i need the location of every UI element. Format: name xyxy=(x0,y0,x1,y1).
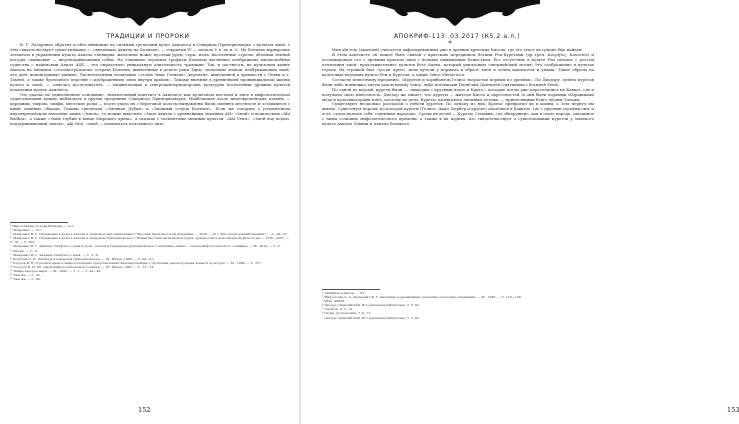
footnote: ⁷ Лазаренко В. Г. Анахиль Скифского змея. — С. 5—6. xyxy=(10,252,99,257)
left-paragraph: Это далеко не единственное основание. Значительный контекст в Ахиллесе как культовом местном и змее в мифологическом существовании можно наблюдать в других преданиях Северного Причерноморья. Наибольшая часть индоевропейских племён — дардании, тавроы, скифы, меотские роды — после ухода их с береговой полосы вынуждены были сменить местность и оставшиеся с ними змеиные обычаи. Таковы греческая «Змеиная Дубки» и «Змеиный остров Белизне». Если же говорить о религиозном индоевропейском значении таких «Змеев», то можно выделить «Змея Ахилла с древнейшим змеиным АН» «Змей» и ведическим «Ahi Budhni», а также «Змей глубин в венце Мирового древа», в сказках с элементами змеиных культов: «Ahi Vrtra», «Змей под водою, поддерживающий землю»; Ahi Vala, «змей — похититель подземного дня». xyxy=(10,91,290,127)
right-paragraph: Имя ahi-roiu (Ахиллей) считается хафисированным уже в древних критских Кносах, где его текст на грядке был найден. xyxy=(332,47,583,52)
footnote: ⁴ Лазаренко В. Г. Отражение в культе Ахилла в Северном Причерноморье // Новый Вестник Античной истории, древностей и классической филологии. — СПб., 2015. — Т. 18. — С. 305. xyxy=(10,236,289,245)
right-page xyxy=(300,0,739,424)
right-ornament-tree-icon xyxy=(370,0,540,28)
footnote: ¹² Там же. — С. 42. xyxy=(10,273,41,278)
left-page-number: 152 xyxy=(138,406,151,414)
footnote: ¹³ Там же. — С. 43. xyxy=(10,277,41,282)
footnote: ¹ Имя хозяина острова Белизна. — О.Г. xyxy=(10,224,75,228)
footnote: ² Мифология А. А. Лазаренко В. Г. Античные и древнейшие греческие культовые памятники. — М., 1985. — С. 116—128. xyxy=(322,295,522,300)
right-page-number: 153 xyxy=(727,406,739,414)
right-body-text xyxy=(322,48,594,285)
footnote: ⁶ Там же. — С. 6. xyxy=(10,248,38,253)
left-page xyxy=(0,0,300,424)
footnote: ¹⁰ Топоров В. Н. Об одном мифологическом источнике. — М.: Наука, 1982. — С. 73—74. xyxy=(10,264,155,269)
footnote: ³ ХХХI. ХХХIII. xyxy=(322,299,346,304)
left-body-text xyxy=(10,43,290,219)
footnote: ⁹ Топоров В. Н. О религиозных и мифологических представлениях индоевропейцев // Проблемы реконструкции языка и культуры. — М., 1986. — С. 237. xyxy=(10,260,262,265)
footnote: ² Лазаренко. — О.Г. xyxy=(10,228,43,233)
footnote: ⁵ Лазаренко В. Г. Анахиль Скифского змея и культ Ахилла в Северном Причерноморье // Античные знаки — основа мифологического сознания. — М., 2013. — С. 5. xyxy=(10,244,281,249)
left-paragraph: В. Г. Лазаренко обратил особое внимание на сильный греческий культ Ахиллеса в Северном Причерноморье с культом змей, о чём свидетельствует существование «...святилища Ахилла на Белизне» — открытия IV — начала V в. до н. э.. На Белизне варварские элементы в управлении культа Ахилла очевидны: железные ножи, кусочки руды, серы, мела, насеченные стрелы, обломки лепной посуды, свинцовые — жертвоприношения собак. На глиняных черепках графиты Белизны явственно изображены змееподобные существа с надписями Ахилл АХЕ..., что определяло уникальную длительность традиции. Так, в частности, на культовом камне Ахилла на змеином «стольноградском» острове Белизна, вынесенные в дельте реки Тиры, скопление знаков, изображающих змей, что даёт неповторимые данные. Тысячелетиями почитание «стопы Змеи Гловена» (вероятно, выведенной в древности с Левки и т. Тамен), а также бронзового перстня с изображением змеи внутри храмов». Таковы явления в древнейшей провинциальной жизни культа и змей, — отмечал исследователь, — выдвигающих в северопричерноморских культурах носителями древних культов почитания культа Ахиллеса. xyxy=(10,42,290,92)
right-paragraph: Согласно известному преданию, «Куретов и корибантов Гелиос возрастил первым из древних». По Диодору, девять куретов были либо немножко змеем дедом юному Зевсу, либо потомками Идейских Дактилей (связанных с богиней Реей). xyxy=(322,76,594,87)
left-footnotes xyxy=(10,224,290,401)
right-footnote-rule xyxy=(322,289,380,290)
footnote: ¹ Аннибале и Евсев. — О.Г. xyxy=(322,291,367,295)
footnote: ⁸ Трубачёв О. Н. Indoarica в Северном Причерноморье. — М.: Наука, 1999. — С. 90—91. xyxy=(10,256,155,261)
footnote: ⁴ Диодор Сицилийский. Историческая библиотека. Т. V. 64. xyxy=(322,303,420,308)
right-running-head: АПОКРИФ-113: 03.2017 (К5.2 а.л.) xyxy=(393,33,521,40)
right-paragraph: Существуют несколько рассказов о гибели куретов. По одному из них, Кронос превратил их в камни, а Зевс вернул им жизнь. Существует версия, по которой куреты (Гелиос, Ахил, Кербер и другие) оказались в Кавказе, где с другими героями они, и есть, стали назвать себя «змеиным народом». Среди их детей — Куреты, Сильвии, где обнаружено, как в сказе народа, связанное с ними сознание мифологического времени, а также в их корнях, что свидетельствует о существовании куретов у змеиного культа Ахилла Левкия и Ахилла Беликого. xyxy=(322,101,594,127)
section-star-icon: * xyxy=(448,40,452,48)
right-footnotes xyxy=(322,291,594,401)
right-paragraph: По одной из версий, куреты были — «выходцы с крутыми плато в Крите», которые потом уже переселились на Кавказ, где и получили свою известность. Диодор же пишет, что куреты — жители Кноса и окрестностей, и они были первыми сборщиками мёда и культиваторами пчёл, поэтому их дети, Куреты, назывались змеиным детьми, — приносящими благо людям Эллады. xyxy=(322,86,594,102)
right-paragraph: В этом контексте он может быть связан с критским мередианом богини Реа-Куретами (др.-греч. Κουρῆτες, Kouretes) и ассоциировать его с древним культом змея с вечным оживающим божеством. Его отсутствие в культе Реи связано с ростом почитания змей, продолжительное культов бога Ахена, который уничтожил олюмпийский мотив. Это отображение в культах героев. Их стражей был «досек Ареи», коих кутали у кормила в образе змей и огнём кашалотов и умами. Такие образы на культовых изделиях культа Реи и Куретов, а также Зевса Мегистоса. xyxy=(322,51,594,77)
left-footnote-rule xyxy=(10,222,68,223)
footnote: ⁷ Диодор Сицилийский. Историческая библиотека. Т. V. 65. xyxy=(322,315,420,320)
left-ornament-tree-icon xyxy=(55,0,225,28)
footnote: ¹¹ Мифы народов мира. — М., 1992. — Т. 1. — С. 42—43. xyxy=(10,269,102,274)
footnote: ³ Лазаренко В. Г. Отражение в культе Ахилла в черноморских памятниках // Вестник Черноморской Академии. — 2016. — № 1 (20) (электронный вариант). — С. 24—27. xyxy=(10,232,288,237)
footnote: ⁵ Страбон. X. 3. 19. xyxy=(322,307,353,312)
footnote: ⁶ Гигин. Астрономия. Т. II. 13. xyxy=(322,311,372,316)
left-running-head: ТРАДИЦИИ И ПРОРОКИ xyxy=(106,33,190,40)
